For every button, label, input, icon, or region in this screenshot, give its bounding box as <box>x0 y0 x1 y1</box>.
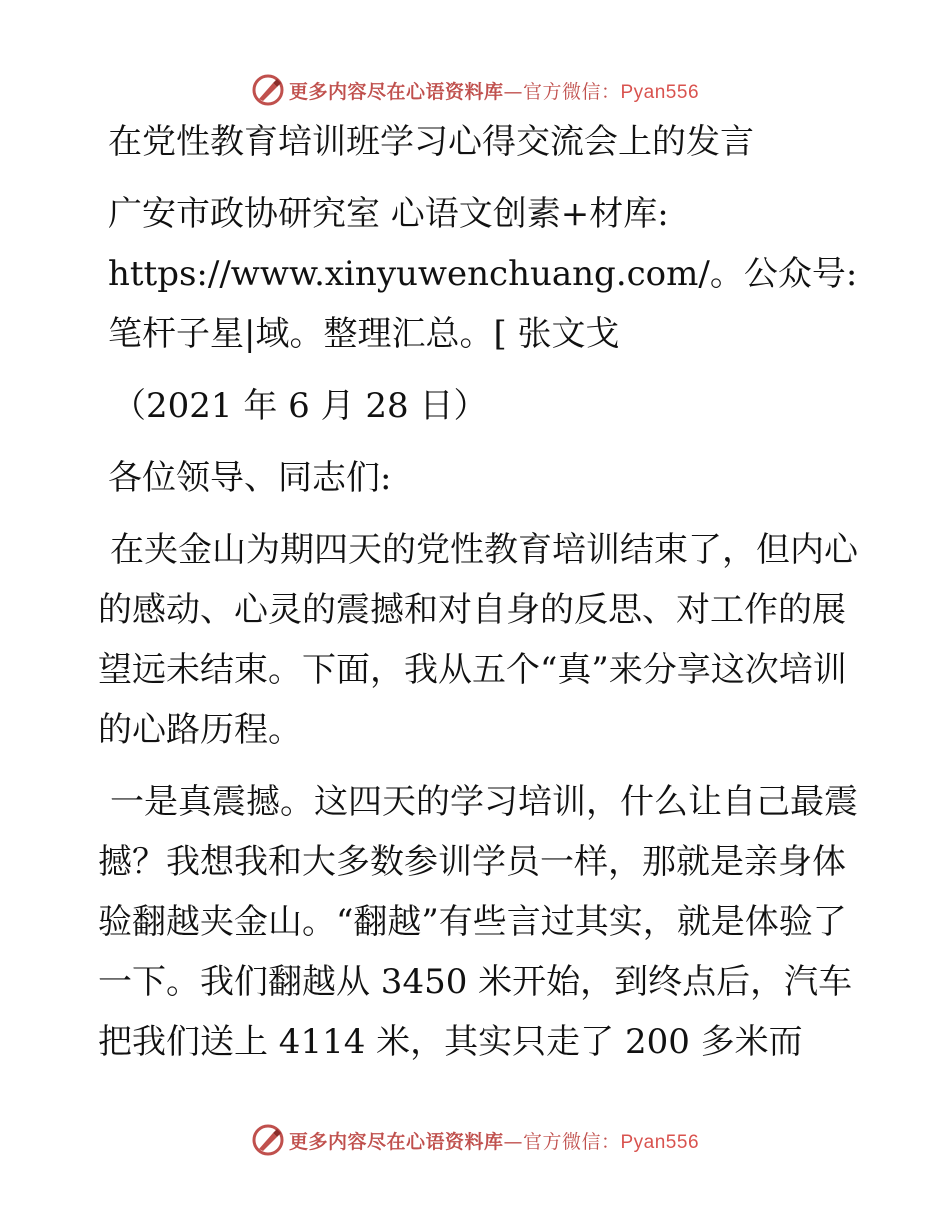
footer-banner <box>0 1120 950 1160</box>
banner-wechat-label: 官方微信： <box>522 1130 621 1153</box>
document-body <box>98 112 858 1084</box>
brand-logo-icon <box>251 1123 285 1157</box>
header-banner <box>0 70 950 110</box>
author-line: 广安市政协研究室 心语文创素+材库: https://www.xinyuwenchuang.com/。公众号: 笔杆子星|域。整理汇总。[ 张文戈 <box>108 194 858 354</box>
banner-main-text: 更多内容尽在心语资料库 <box>288 1130 504 1153</box>
salutation: 各位领导、同志们: <box>108 458 392 498</box>
document-title: 在党性教育培训班学习心得交流会上的发言 <box>108 122 754 162</box>
banner-text <box>289 1127 699 1154</box>
banner-wechat-id: Pyan556 <box>620 1131 700 1153</box>
speech-date: （2021 年 6 月 28 日） <box>112 386 488 426</box>
banner-wechat-id: Pyan556 <box>620 81 700 103</box>
banner-dash: — <box>503 1130 523 1153</box>
banner-text <box>289 77 699 104</box>
banner-wechat-label: 官方微信： <box>522 80 621 103</box>
banner-dash: — <box>503 80 523 103</box>
brand-logo-icon <box>251 73 285 107</box>
paragraph: 在夹金山为期四天的党性教育培训结束了，但内心的感动、心灵的震撼和对自身的反思、对工作的展望远未结束。下面，我从五个“真”来分享这次培训的心路历程。 <box>98 530 858 750</box>
banner-main-text: 更多内容尽在心语资料库 <box>288 80 504 103</box>
paragraph: 一是真震撼。这四天的学习培训，什么让自己最震撼？我想我和大多数参训学员一样，那就是亲身体验翻越夹金山。“翻越”有些言过其实，就是体验了一下。我们翻越从 3450 米开始，到终点后，汽车把我们送上 4114 米，其实只走了 200 多米而 <box>98 782 858 1062</box>
